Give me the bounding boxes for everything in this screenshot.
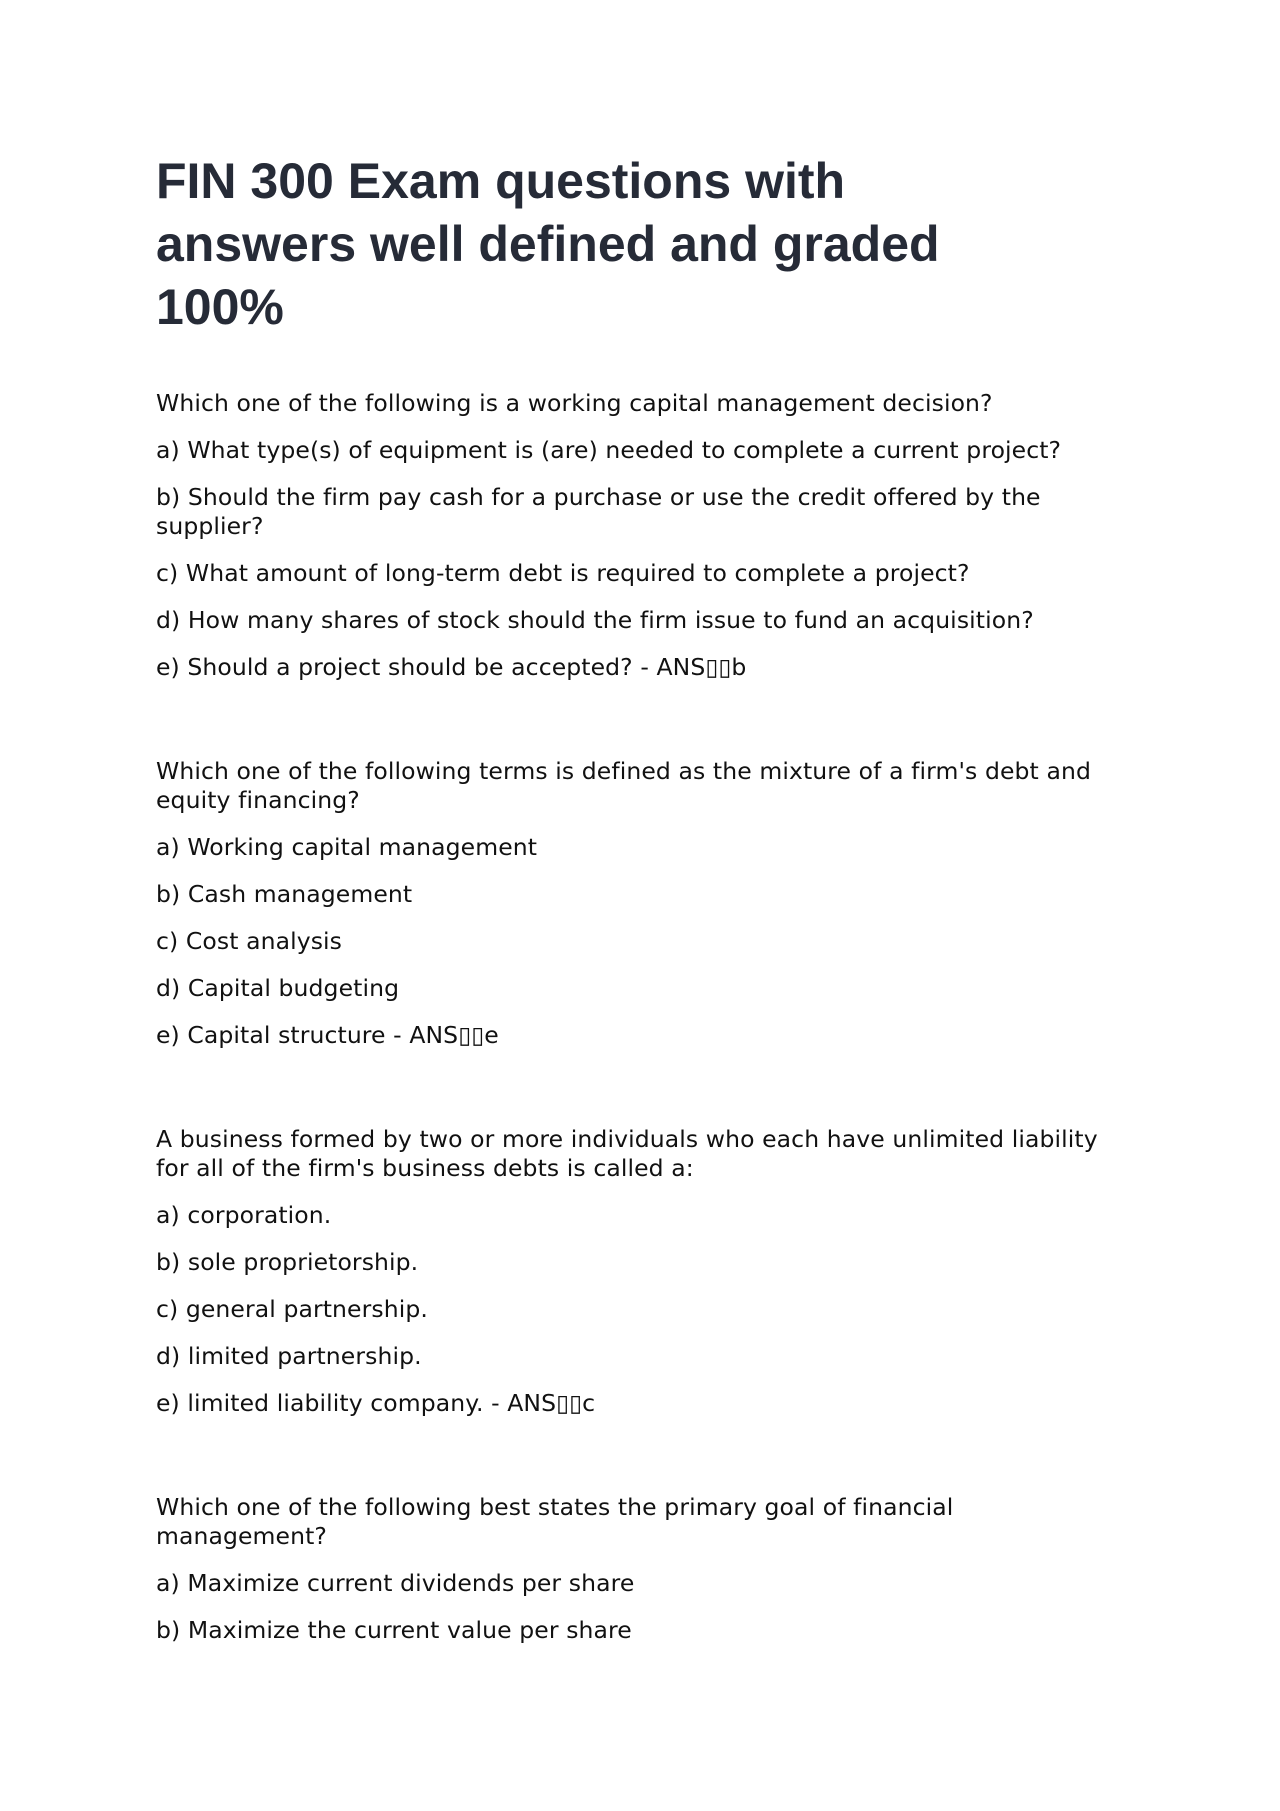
answer-option: a) Maximize current dividends per share	[156, 1569, 635, 1597]
answer-option: e) Capital structure - ANS▯▯e	[156, 1021, 499, 1049]
question-1	[156, 389, 1116, 682]
answer-option: a) What type(s) of equipment is (are) needed to complete a current project?	[156, 436, 1062, 464]
document-title: FIN 300 Exam questions with answers well defined and graded 100%	[156, 153, 940, 335]
answer-option: b) Should the firm pay cash for a purchase or use the credit offered by the supplier?	[156, 483, 1041, 540]
question-4	[156, 1493, 1116, 1645]
answer-option: c) Cost analysis	[156, 927, 343, 955]
question-prompt: Which one of the following is a working capital management decision?	[156, 389, 993, 417]
answer-option: a) Working capital management	[156, 833, 538, 861]
question-2	[156, 757, 1116, 1050]
answer-option: c) general partnership.	[156, 1295, 428, 1323]
answer-option: c) What amount of long-term debt is required to complete a project?	[156, 559, 970, 587]
answer-option: e) limited liability company. - ANS▯▯c	[156, 1389, 596, 1417]
question-prompt: Which one of the following terms is defined as the mixture of a firm's debt and equity financing?	[156, 757, 1091, 814]
answer-option: e) Should a project should be accepted? - ANS▯▯b	[156, 653, 747, 681]
question-prompt: Which one of the following best states the primary goal of financial management?	[156, 1493, 954, 1550]
answer-option: d) How many shares of stock should the firm issue to fund an acquisition?	[156, 606, 1034, 634]
answer-option: b) Maximize the current value per share	[156, 1616, 632, 1644]
answer-option: a) corporation.	[156, 1201, 332, 1229]
question-3	[156, 1125, 1116, 1418]
question-prompt: A business formed by two or more individuals who each have unlimited liability for all of the firm's business debts is called a:	[156, 1125, 1098, 1182]
answer-option: b) sole proprietorship.	[156, 1248, 419, 1276]
answer-option: b) Cash management	[156, 880, 413, 908]
answer-option: d) limited partnership.	[156, 1342, 422, 1370]
answer-option: d) Capital budgeting	[156, 974, 400, 1002]
document-page	[156, 150, 1116, 1720]
